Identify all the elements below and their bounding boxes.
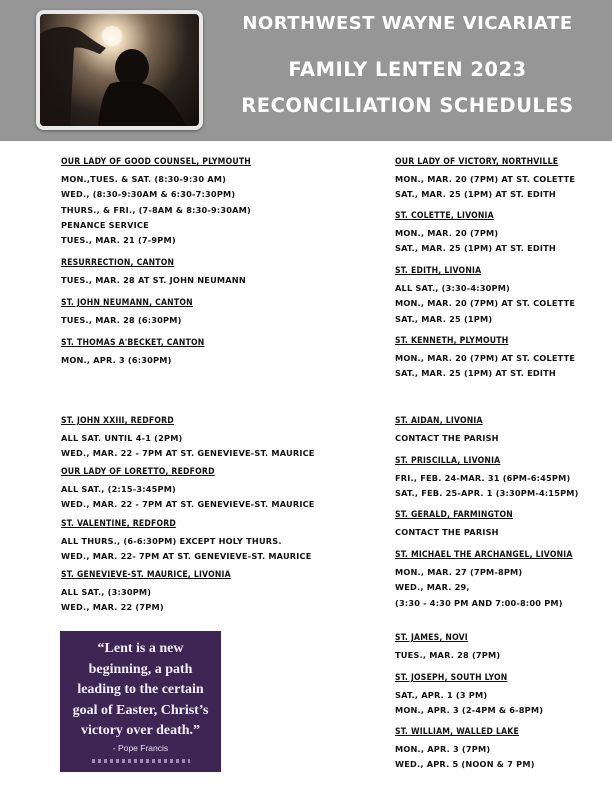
schedule-line: (3:30 - 4:30 PM AND 7:00-8:00 PM) (395, 597, 563, 608)
quote-line: goal of Easter, Christ’s (72, 702, 209, 718)
schedule-line: WED., MAR. 22 - 7PM AT ST. GENEVIEVE-ST. MAURICE (61, 499, 315, 510)
parish-name: ST. MICHAEL THE ARCHANGEL, LIVONIA (395, 550, 573, 560)
parish-entry (61, 298, 193, 328)
parish-name: ST. PRISCILLA, LIVONIA (395, 456, 501, 466)
parish-entry (61, 467, 315, 513)
parish-name: ST. THOMAS A'BECKET, CANTON (61, 338, 205, 348)
parish-name: ST. JOSEPH, SOUTH LYON (395, 673, 508, 683)
parish-entry (395, 633, 500, 663)
schedule-line: ALL THURS., (6-6:30PM) EXCEPT HOLY THURS. (61, 536, 282, 546)
parish-entry (395, 336, 575, 382)
schedule-line: SAT., MAR. 25 (1PM) AT ST. EDITH (395, 189, 556, 200)
schedule-line: MON., APR. 3 (6:30PM) (61, 355, 172, 365)
parish-name: OUR LADY OF GOOD COUNSEL, PLYMOUTH (61, 157, 251, 167)
parish-name: ST. GENEVIEVE-ST. MAURICE, LIVONIA (61, 570, 231, 580)
schedule-line: FRI., FEB. 24-MAR. 31 (6PM-6:45PM) (395, 473, 571, 483)
schedule-line: TUES., MAR. 28 AT ST. JOHN NEUMANN (61, 275, 246, 285)
schedule-line: SAT., MAR. 25 (1PM) AT ST. EDITH (395, 243, 556, 254)
parish-name: ST. COLETTE, LIVONIA (395, 211, 494, 221)
schedule-line: ALL SAT. UNTIL 4-1 (2PM) (61, 433, 183, 443)
parish-entry (395, 456, 579, 502)
schedule-line: WED., (8:30-9:30AM & 6:30-7:30PM) (61, 189, 236, 200)
schedule-line: PENANCE SERVICE (61, 219, 149, 230)
parish-name: OUR LADY OF VICTORY, NORTHVILLE (395, 157, 559, 167)
parish-entry (395, 727, 535, 773)
schedule-line: WED., MAR. 22 (7PM) (61, 602, 164, 613)
parish-entry (395, 157, 575, 203)
parish-entry (61, 416, 315, 462)
header-band (0, 0, 612, 141)
parish-name: ST. AIDAN, LIVONIA (395, 416, 483, 426)
quote-line: beginning, a path (88, 661, 193, 677)
header-title: FAMILY LENTEN 2023 (288, 58, 527, 81)
parish-name: OUR LADY OF LORETTO, REDFORD (61, 467, 215, 477)
priest-silhouette-icon (40, 14, 199, 126)
schedule-line: WED., APR. 5 (NOON & 7 PM) (395, 759, 535, 770)
schedule-line: THURS., & FRI., (7-8AM & 8:30-9:30AM) (61, 204, 251, 215)
header-vicariate: NORTHWEST WAYNE VICARIATE (242, 13, 573, 34)
parish-entry (61, 338, 204, 368)
schedule-line: MON., MAR. 20 (7PM) AT ST. COLETTE (395, 353, 576, 363)
confession-photo (36, 10, 203, 130)
parish-name: ST. JOHN NEUMANN, CANTON (61, 298, 193, 308)
schedule-line: TUES., MAR. 28 (6:30PM) (61, 315, 182, 325)
schedule-line: SAT., MAR. 25 (1PM) (395, 313, 493, 324)
schedule-line: ALL SAT., (3:30PM) (61, 587, 152, 597)
decorative-dots (92, 759, 190, 763)
schedule-line: ALL SAT., (2:15-3:45PM) (61, 484, 176, 494)
schedule-line: TUES., MAR. 21 (7-9PM) (61, 235, 176, 246)
pope-francis-quote (60, 631, 221, 772)
parish-name: ST. EDITH, LIVONIA (395, 266, 482, 276)
schedule-line: MON., MAR. 20 (7PM) AT ST. COLETTE (395, 298, 576, 309)
quote-line: victory over death.” (80, 723, 201, 738)
parish-name: ST. JOHN XXIII, REDFORD (61, 416, 174, 426)
schedule-line: CONTACT THE PARISH (395, 527, 499, 537)
schedule-line: SAT., FEB. 25-APR. 1 (3:30PM-4:15PM) (395, 488, 579, 499)
parish-entry (395, 266, 575, 327)
schedule-line: MON., APR. 3 (2-4PM & 6-8PM) (395, 705, 544, 716)
schedule-line: MON., MAR. 27 (7PM-8PM) (395, 567, 523, 577)
schedule-line: MON.,TUES. & SAT. (8:30-9:30 AM) (61, 174, 227, 184)
parish-entry (395, 673, 543, 719)
schedule-line: ALL SAT., (3:30-4:30PM) (395, 283, 510, 293)
quote-author: - Pope Francis (112, 743, 169, 753)
parish-name: ST. JAMES, NOVI (395, 633, 468, 643)
schedule-line: WED., MAR. 22- 7PM AT ST. GENEVIEVE-ST. MAURICE (61, 551, 312, 562)
parish-entry (395, 510, 513, 540)
schedule-line: SAT., MAR. 25 (1PM) AT ST. EDITH (395, 368, 556, 379)
quote-line: leading to the certain (77, 682, 204, 697)
parish-entry (61, 157, 251, 248)
parish-entry (61, 258, 246, 288)
parish-name: RESURRECTION, CANTON (61, 258, 175, 268)
parish-entry (395, 211, 556, 257)
schedule-line: SAT., APR. 1 (3 PM) (395, 690, 488, 700)
parish-name: ST. VALENTINE, REDFORD (61, 519, 177, 529)
parish-entry (61, 519, 312, 565)
quote-text (66, 639, 215, 742)
parish-entry (61, 570, 231, 616)
quote-line: “Lent is a new (97, 641, 184, 656)
parish-entry (395, 416, 499, 446)
schedule-line: CONTACT THE PARISH (395, 433, 499, 443)
schedule-line: MON., MAR. 20 (7PM) AT ST. COLETTE (395, 174, 576, 184)
schedule-line: MON., APR. 3 (7PM) (395, 744, 491, 754)
schedule-line: WED., MAR. 22 - 7PM AT ST. GENEVIEVE-ST. MAURICE (61, 448, 315, 459)
parish-name: ST. GERALD, FARMINGTON (395, 510, 513, 520)
header-subtitle: RECONCILIATION SCHEDULES (241, 94, 574, 117)
parish-entry (395, 550, 573, 611)
parish-name: ST. WILLIAM, WALLED LAKE (395, 727, 519, 737)
schedule-line: WED., MAR. 29, (395, 582, 470, 593)
schedule-line: MON., MAR. 20 (7PM) (395, 228, 499, 238)
parish-name: ST. KENNETH, PLYMOUTH (395, 336, 509, 346)
schedule-line: TUES., MAR. 28 (7PM) (395, 650, 501, 660)
